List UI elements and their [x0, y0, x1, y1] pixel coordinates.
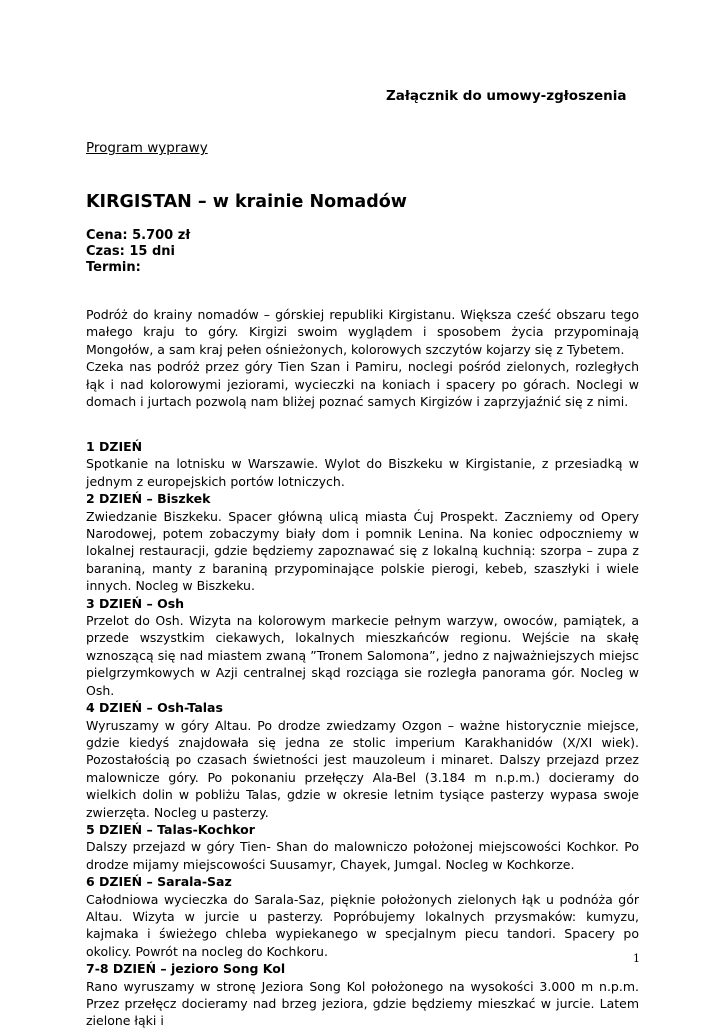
day-text: Dalszy przejazd w góry Tien- Shan do malowniczo położonej miejscowości Kochkor. Po drodze mijamy miejscowości Suusamyr, Chayek, Jumgal. Nocleg w Kochkorze.	[86, 839, 639, 872]
day-entry	[86, 438, 639, 490]
day-title: 4 DZIEŃ – Osh-Talas	[86, 700, 223, 716]
day-text: Przelot do Osh. Wizyta na kolorowym markecie pełnym warzyw, owoców, pamiątek, a przede wszystkim ciekawych, lokalnych mieszkańców regionu. Wejście na skałę wznoszącą się nad miastem zwaną ”Tronem Salomona”, jedno z najważniejszych miejsc pielgrzymkowych w Azji centralnej skąd rozciąga sie rozległa panorama gór. Nocleg w Osh.	[86, 613, 639, 698]
intro-section	[86, 306, 639, 410]
page-number: 1	[633, 952, 640, 965]
duration-line: Czas: 15 dni	[86, 244, 175, 259]
day-title: 7-8 DZIEŃ – jezioro Song Kol	[86, 961, 286, 977]
day-entry	[86, 873, 639, 960]
day-text: Zwiedzanie Biszkeku. Spacer główną ulicą miasta Ćuj Prospekt. Zaczniemy od Opery Narodowej, potem zobaczymy biały dom i pomnik Lenina. Na koniec odpoczniemy w lokalnej restauracji, gdzie będziemy zapoznawać się z lokalną kuchnią: szorpa – zupa z baraniną, manty z baraniną przypominające polskie pierogi, kebeb, szaszłyki i wiele innych. Nocleg w Biszkeku.	[86, 508, 639, 594]
price-line: Cena: 5.700 zł	[86, 228, 191, 243]
day-title: 2 DZIEŃ – Biszkek	[86, 491, 211, 507]
day-entry	[86, 821, 639, 873]
day-entry	[86, 490, 639, 594]
day-title: 1 DZIEŃ	[86, 439, 143, 454]
day-entry	[86, 960, 639, 1030]
intro-paragraph: Czeka nas podróż przez góry Tien Szan i Pamiru, noclegi pośród zielonych, rozległych łąk i nad kolorowymi jeziorami, wycieczki na koniach i spacery po górach. Noclegi w domach i jurtach pozwolą nam bliżej poznać samych Kirgizów i zaprzyjaźnić się z nimi.	[86, 359, 639, 410]
day-text: Wyruszamy w góry Altau. Po drodze zwiedzamy Ozgon – ważne historycznie miejsce, gdzie kiedyś znajdowała się jedna ze stolic imperium Karakhanidów (X/XI wiek). Pozostałością po czasach świetności jest mauzoleum i minaret. Dalszy przejazd przez malownicze góry. Po pokonaniu przełęczy Ala-Bel (3.184 m n.p.m.) docieramy do wielkich dolin w pobliżu Talas, gdzie w okresie letnim tysiące pasterzy wypasa swoje zwierzęta. Nocleg u pasterzy.	[86, 717, 639, 820]
day-entry	[86, 699, 639, 821]
intro-paragraph: Podróż do krainy nomadów – górskiej republiki Kirgistanu. Większa cześć obszaru tego małego kraju to góry. Kirgizi swoim wyglądem i sposobem życia przypominają Mongołów, a sam kraj pełen ośnieżonych, kolorowych szczytów kojarzy się z Tybetem.	[86, 307, 639, 357]
itinerary	[86, 438, 639, 1030]
annex-heading: Załącznik do umowy-zgłoszenia	[386, 88, 627, 104]
page-title: KIRGISTAN – w krainie Nomadów	[86, 192, 407, 212]
day-title: 6 DZIEŃ – Sarala-Saz	[86, 874, 232, 890]
program-heading: Program wyprawy	[86, 140, 208, 156]
term-line: Termin:	[86, 260, 141, 275]
day-text: Spotkanie na lotnisku w Warszawie. Wylot do Biszkeku w Kirgistanie, z przesiadką w jednym z europejskich portów lotniczych.	[86, 456, 639, 489]
day-title: 3 DZIEŃ – Osh	[86, 595, 185, 611]
day-text: Całodniowa wycieczka do Sarala-Saz, pięknie położonych zielonych łąk u podnóża gór Altau. Wizyta w jurcie u pasterzy. Popróbujemy lokalnych przysmaków: kumyzu, kajmaka i świeżego chleba wypiekanego w specjalnym piecu tandori. Spacery po okolicy. Powrót na nocleg do Kochkoru.	[86, 891, 639, 959]
trip-details	[86, 228, 190, 276]
day-entry	[86, 595, 639, 699]
day-title: 5 DZIEŃ – Talas-Kochkor	[86, 821, 255, 837]
day-text: Rano wyruszamy w stronę Jeziora Song Kol położonego na wysokości 3.000 m n.p.m. Przez przełęcz docieramy nad brzeg jeziora, gdzie będziemy mieszkać w jurcie. Latem zielone łąki i	[86, 978, 639, 1029]
